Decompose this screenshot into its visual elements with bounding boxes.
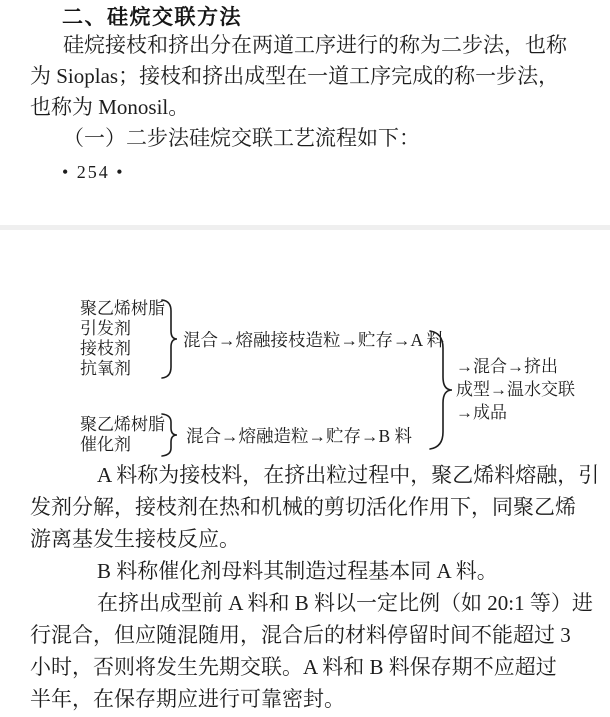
group-a-ingredient: 聚乙烯树脂 [80,299,165,318]
group-a-flow-text: 混合→熔融接枝造粒→贮存→A 料 [183,330,445,350]
group-a-ingredient: 引发剂 [80,319,131,338]
group-b-ingredient: 催化剂 [80,435,131,454]
paragraph-a-line: 发剂分解，接枝剂在热和机械的剪切活化作用下，同聚乙烯 [30,495,576,519]
body-paragraphs [30,459,600,715]
curly-brace-icon [160,299,178,379]
paragraph-c-line: 在挤出成型前 A 料和 B 料以一定比例（如 20:1 等）进 [97,591,593,615]
intro-line-2: 为 Sioplas；接枝和挤出成型在一道工序完成的称一步法， [30,64,560,88]
paragraph-b-line: B 料称催化剂母料其制造过程基本同 A 料。 [97,559,498,583]
group-b-ingredients [80,415,165,455]
intro-line-3: 也称为 Monosil。 [30,95,190,119]
final-process-line: 成型→温水交联 [456,380,575,399]
curly-brace-icon [160,413,178,457]
group-a-ingredient: 抗氧剂 [80,359,131,378]
intro-line-1: 硅烷接枝和挤出分在两道工序进行的称为二步法，也称 [63,33,567,57]
paragraph-a-line: 游离基发生接枝反应。 [30,527,240,551]
curly-brace-icon [428,330,454,450]
paragraph-c-line: 小时，否则将发生先期交联。A 料和 B 料保存期不应超过 [30,655,557,679]
page-gap-divider [0,225,610,230]
page-number: • 254 • [62,162,125,182]
group-b-flow-text: 混合→熔融造粒→贮存→B 料 [186,426,413,446]
section-heading: 二、硅烷交联方法 [62,6,242,29]
final-process-line: →成品 [456,403,507,422]
final-process-text [456,355,575,424]
group-a-ingredients [80,299,165,379]
final-process-line: →混合→挤出 [456,357,558,376]
paragraph-a-line: A 料称为接枝料，在挤出粒过程中，聚乙烯料熔融，引 [97,463,600,487]
intro-paragraph [30,30,588,154]
group-a-ingredient: 接枝剂 [80,339,131,358]
paragraph-c-line: 行混合，但应随混随用，混合后的材料停留时间不能超过 3 [30,623,571,647]
sub-heading: （一）二步法硅烷交联工艺流程如下： [63,126,420,150]
group-b-ingredient: 聚乙烯树脂 [80,415,165,434]
paragraph-c-line: 半年，在保存期应进行可靠密封。 [30,687,345,711]
